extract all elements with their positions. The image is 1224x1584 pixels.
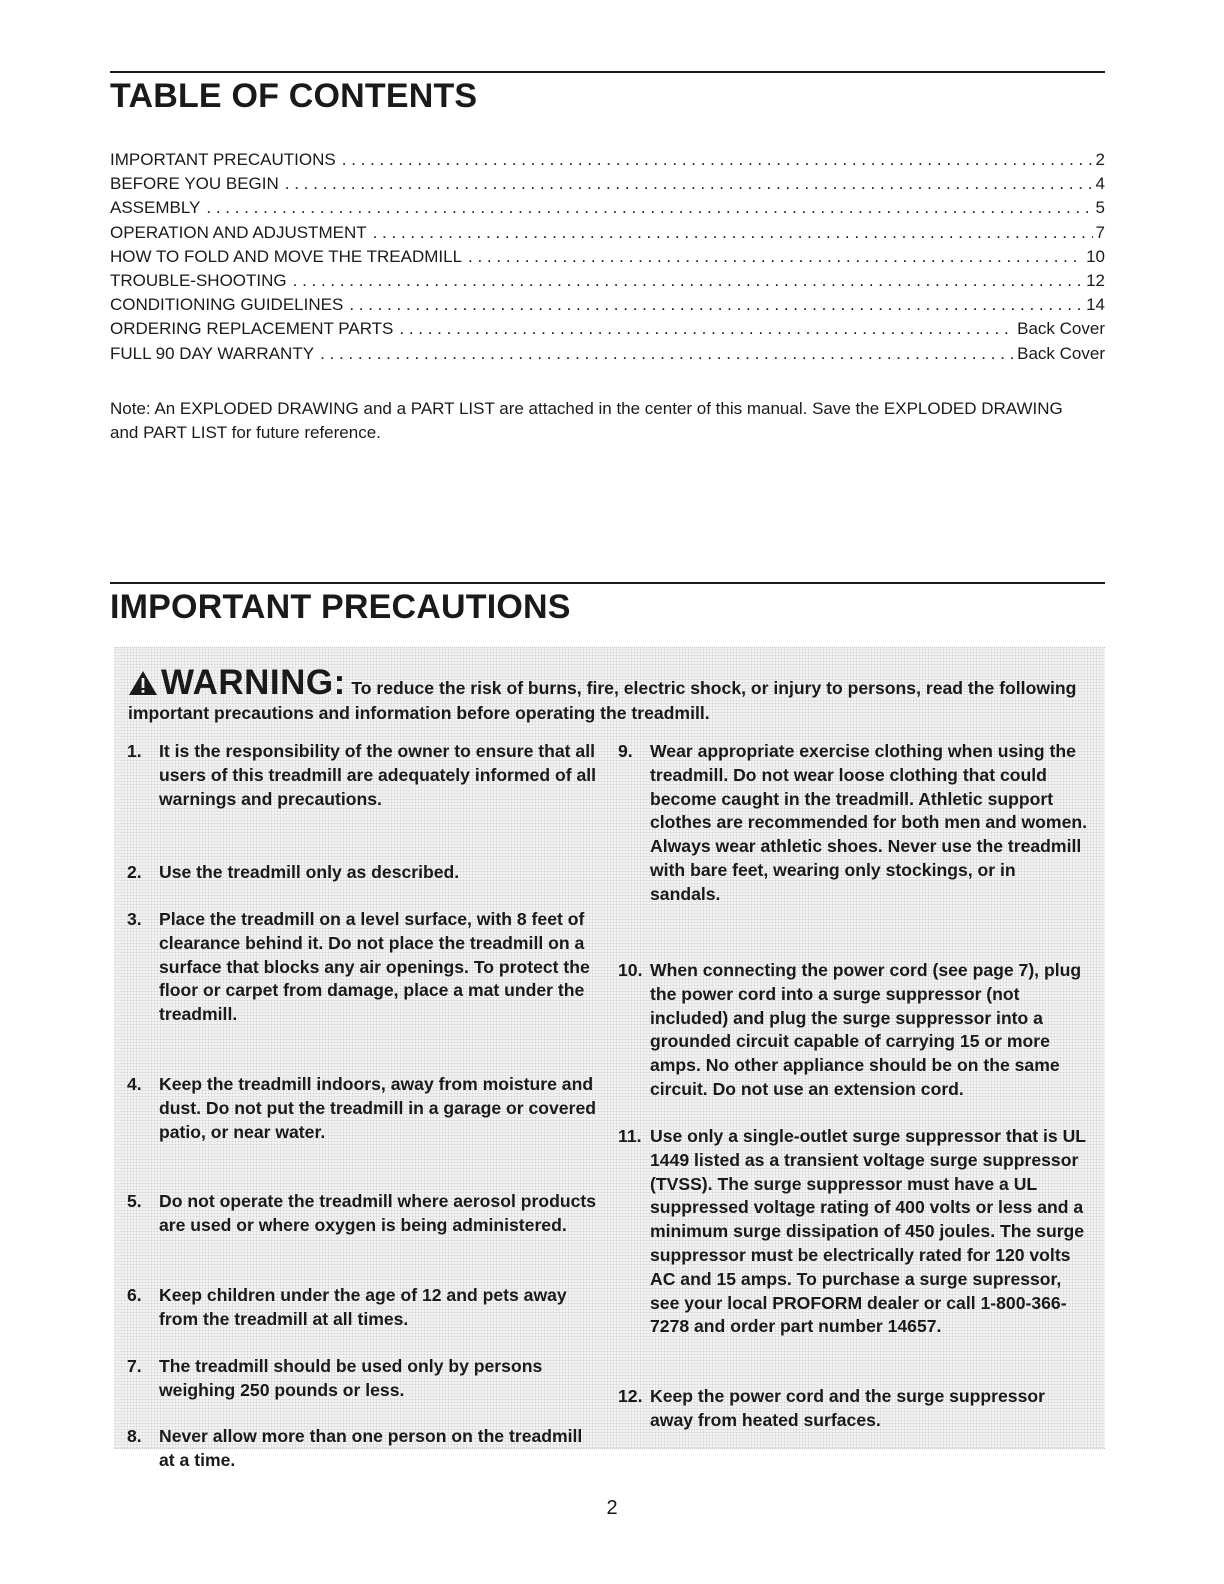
toc-leader-dots — [349, 293, 1083, 317]
toc-leader-dots — [206, 196, 1092, 220]
toc-entry-label: TROUBLE-SHOOTING — [110, 270, 287, 290]
toc-leader-dots — [342, 148, 1093, 172]
precaution-item — [127, 908, 597, 1027]
toc-entry-page: 14 — [1086, 295, 1105, 315]
precaution-number: 2. — [127, 862, 142, 882]
precaution-item — [127, 1073, 597, 1144]
toc-entry[interactable] — [110, 269, 1105, 293]
toc-entry[interactable] — [110, 221, 1105, 245]
precaution-text: The treadmill should be used only by persons weighing 250 pounds or less. — [159, 1356, 543, 1400]
toc-list — [110, 148, 1105, 366]
toc-entry-label: BEFORE YOU BEGIN — [110, 174, 279, 194]
warning-word: WARNING — [161, 663, 334, 702]
toc-entry-page: 7 — [1095, 222, 1105, 242]
toc-entry-page: 2 — [1095, 150, 1105, 169]
precaution-text: When connecting the power cord (see page 7), plug the power cord into a surge suppressor (not included) and plug the surge suppressor into a grounded circuit capable of carrying 15 or more amps. No other appliance should be on the same circuit. Do not use an extension cord. — [650, 960, 1082, 1099]
toc-entry-label: OPERATION AND ADJUSTMENT — [110, 222, 367, 242]
precaution-text: Use only a single-outlet surge suppressor that is UL 1449 listed as a transient voltage surge suppressor (TVSS). The surge suppressor must have a UL suppressed voltage rating of 400 volts or less and a minimum surge dissipation of 450 joules. The surge suppressor must be electrically rated for 120 volts AC and 15 amps. To purchase a surge supressor, see your local PROFORM dealer or call 1-800-366-7278 and order part number 14657. — [650, 1126, 1086, 1337]
toc-entry-page: Back Cover — [1017, 319, 1105, 339]
precautions-top-rule — [110, 582, 1105, 584]
precaution-text: It is the responsibility of the owner to ensure that all users of this treadmill are adequately informed of all warnings and precautions. — [159, 741, 597, 809]
toc-entry[interactable] — [110, 317, 1105, 341]
precaution-item — [618, 1385, 1090, 1433]
toc-leader-dots — [399, 317, 1014, 341]
precaution-number: 7. — [127, 1356, 142, 1376]
precaution-number: 4. — [127, 1074, 142, 1094]
precaution-item — [127, 1355, 597, 1403]
precaution-number: 9. — [618, 741, 633, 761]
warning-text: To reduce the risk of burns, fire, electric shock, or injury to persons, read the following important precautions and information before operating the treadmill. — [128, 678, 1077, 723]
warning-colon: : — [333, 663, 346, 702]
toc-entry[interactable] — [110, 342, 1105, 366]
precaution-text: Keep children under the age of 12 and pets away from the treadmill at all times. — [159, 1285, 567, 1329]
toc-entry-label: FULL 90 DAY WARRANTY — [110, 343, 315, 363]
toc-leader-dots — [293, 269, 1083, 293]
toc-leader-dots — [373, 221, 1093, 245]
toc-heading: TABLE OF CONTENTS — [110, 77, 478, 115]
precaution-item — [127, 1425, 597, 1473]
precaution-text: Keep the power cord and the surge suppressor away from heated surfaces. — [650, 1386, 1045, 1430]
precaution-number: 10. — [618, 960, 643, 980]
toc-entry-label: IMPORTANT PRECAUTIONS — [110, 150, 336, 169]
page-number: 2 — [606, 1497, 618, 1519]
precaution-number: 3. — [127, 909, 142, 929]
precaution-item — [127, 1284, 597, 1332]
toc-entry-label: ASSEMBLY — [110, 198, 201, 218]
warning-statement — [128, 663, 1098, 726]
toc-leader-dots — [320, 342, 1014, 366]
toc-leader-dots — [468, 245, 1083, 269]
toc-entry-page: 10 — [1086, 246, 1105, 266]
precaution-number: 11. — [618, 1126, 642, 1146]
precaution-text: Do not operate the treadmill where aerosol products are used or where oxygen is being administered. — [159, 1191, 596, 1235]
toc-entry[interactable] — [110, 172, 1105, 196]
warning-triangle-icon — [128, 670, 158, 696]
toc-note: Note: An EXPLODED DRAWING and a PART LIST are attached in the center of this manual. Save the EXPLODED DRAWING and PART LIST for future reference. — [110, 399, 1063, 442]
precaution-number: 8. — [127, 1426, 142, 1446]
toc-entry-page: 5 — [1095, 198, 1105, 218]
precaution-item — [618, 959, 1090, 1102]
toc-entry[interactable] — [110, 245, 1105, 269]
precaution-item — [618, 740, 1090, 907]
toc-entry-page: 12 — [1086, 270, 1105, 290]
precautions-heading: IMPORTANT PRECAUTIONS — [110, 588, 571, 626]
toc-entry[interactable] — [110, 148, 1105, 172]
toc-entry-page: 4 — [1095, 174, 1105, 194]
precaution-number: 5. — [127, 1191, 142, 1211]
toc-leader-dots — [285, 172, 1093, 196]
toc-entry-label: CONDITIONING GUIDELINES — [110, 295, 344, 315]
toc-entry[interactable] — [110, 293, 1105, 317]
precaution-item — [127, 740, 597, 811]
toc-entry-label: ORDERING REPLACEMENT PARTS — [110, 319, 394, 339]
precaution-text: Never allow more than one person on the treadmill at a time. — [159, 1426, 583, 1470]
precaution-number: 12. — [618, 1386, 643, 1406]
precaution-item — [127, 861, 459, 885]
precaution-text: Use the treadmill only as described. — [159, 862, 460, 882]
toc-top-rule — [110, 71, 1105, 73]
toc-entry[interactable] — [110, 196, 1105, 220]
precaution-text: Wear appropriate exercise clothing when using the treadmill. Do not wear loose clothing that could become caught in the treadmill. Athletic support clothes are recommended for both men and women. Always wear athletic shoes. Never use the treadmill with bare feet, wearing only stockings, or in sandals. — [650, 741, 1087, 904]
precaution-text: Place the treadmill on a level surface, with 8 feet of clearance behind it. Do not place the treadmill on a surface that blocks any air openings. To protect the floor or carpet from damage, place a mat under the treadmill. — [159, 909, 590, 1025]
precaution-number: 1. — [127, 741, 142, 761]
precaution-item — [618, 1125, 1090, 1339]
precaution-item — [127, 1190, 597, 1238]
toc-entry-page: Back Cover — [1017, 343, 1105, 363]
precaution-text: Keep the treadmill indoors, away from moisture and dust. Do not put the treadmill in a garage or covered patio, or near water. — [159, 1074, 596, 1142]
toc-entry-label: HOW TO FOLD AND MOVE THE TREADMILL — [110, 246, 463, 266]
precaution-number: 6. — [127, 1285, 142, 1305]
